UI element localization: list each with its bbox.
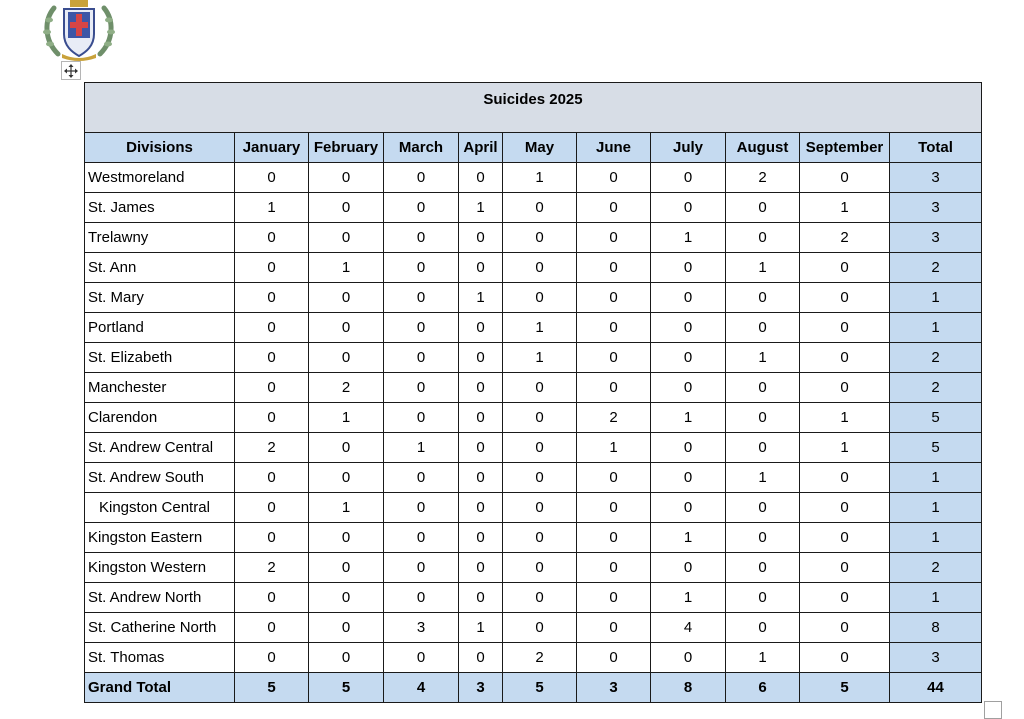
value-cell: 0 <box>235 283 309 313</box>
value-cell: 0 <box>651 553 726 583</box>
value-cell: 0 <box>800 373 890 403</box>
value-cell: 0 <box>726 493 800 523</box>
row-total-cell: 3 <box>890 643 982 673</box>
value-cell: 2 <box>577 403 651 433</box>
value-cell: 0 <box>309 463 384 493</box>
value-cell: 0 <box>651 163 726 193</box>
value-cell: 0 <box>235 223 309 253</box>
value-cell: 1 <box>726 253 800 283</box>
value-cell: 0 <box>459 523 503 553</box>
value-cell: 2 <box>726 163 800 193</box>
grand-total-value-cell: 5 <box>503 673 577 703</box>
value-cell: 0 <box>384 583 459 613</box>
header-row <box>85 133 982 163</box>
value-cell: 0 <box>384 163 459 193</box>
value-cell: 2 <box>503 643 577 673</box>
value-cell: 0 <box>726 553 800 583</box>
value-cell: 0 <box>577 343 651 373</box>
value-cell: 0 <box>800 553 890 583</box>
value-cell: 0 <box>309 223 384 253</box>
value-cell: 0 <box>726 373 800 403</box>
value-cell: 0 <box>577 553 651 583</box>
value-cell: 0 <box>726 613 800 643</box>
value-cell: 0 <box>459 433 503 463</box>
value-cell: 0 <box>235 343 309 373</box>
value-cell: 0 <box>503 403 577 433</box>
value-cell: 0 <box>309 343 384 373</box>
column-header-august: August <box>726 133 800 163</box>
value-cell: 0 <box>459 583 503 613</box>
value-cell: 0 <box>800 343 890 373</box>
value-cell: 1 <box>459 283 503 313</box>
value-cell: 0 <box>503 253 577 283</box>
value-cell: 0 <box>577 613 651 643</box>
value-cell: 2 <box>800 223 890 253</box>
value-cell: 0 <box>726 313 800 343</box>
value-cell: 0 <box>726 433 800 463</box>
table-row <box>85 283 982 313</box>
value-cell: 0 <box>577 253 651 283</box>
row-total-cell: 3 <box>890 163 982 193</box>
division-name-cell: St. Andrew Central <box>85 433 235 463</box>
value-cell: 0 <box>651 373 726 403</box>
grand-total-value-cell: 5 <box>309 673 384 703</box>
grand-total-value-cell: 5 <box>800 673 890 703</box>
value-cell: 0 <box>577 523 651 553</box>
column-header-september: September <box>800 133 890 163</box>
value-cell: 0 <box>577 643 651 673</box>
value-cell: 1 <box>235 193 309 223</box>
table-row <box>85 193 982 223</box>
grand-total-value-cell: 8 <box>651 673 726 703</box>
value-cell: 0 <box>800 493 890 523</box>
column-header-april: April <box>459 133 503 163</box>
value-cell: 0 <box>800 283 890 313</box>
value-cell: 0 <box>459 373 503 403</box>
value-cell: 0 <box>459 463 503 493</box>
value-cell: 0 <box>309 193 384 223</box>
value-cell: 0 <box>235 373 309 403</box>
value-cell: 2 <box>309 373 384 403</box>
division-name-cell: St. Thomas <box>85 643 235 673</box>
division-name-cell: Kingston Eastern <box>85 523 235 553</box>
value-cell: 0 <box>459 163 503 193</box>
value-cell: 1 <box>726 463 800 493</box>
value-cell: 0 <box>384 553 459 583</box>
value-cell: 0 <box>309 643 384 673</box>
value-cell: 0 <box>577 313 651 343</box>
value-cell: 0 <box>726 283 800 313</box>
value-cell: 0 <box>651 463 726 493</box>
grand-total-value-cell: 5 <box>235 673 309 703</box>
value-cell: 0 <box>309 313 384 343</box>
value-cell: 2 <box>235 553 309 583</box>
table-row <box>85 583 982 613</box>
grand-total-value-cell: 4 <box>384 673 459 703</box>
value-cell: 0 <box>459 493 503 523</box>
value-cell: 0 <box>384 283 459 313</box>
value-cell: 0 <box>459 643 503 673</box>
row-total-cell: 2 <box>890 373 982 403</box>
row-total-cell: 5 <box>890 433 982 463</box>
table-resize-handle[interactable] <box>984 701 1002 719</box>
value-cell: 0 <box>726 403 800 433</box>
row-total-cell: 1 <box>890 523 982 553</box>
value-cell: 1 <box>384 433 459 463</box>
value-cell: 1 <box>459 613 503 643</box>
table-row <box>85 523 982 553</box>
value-cell: 1 <box>503 163 577 193</box>
row-total-cell: 5 <box>890 403 982 433</box>
police-crest-logo <box>40 0 118 64</box>
value-cell: 0 <box>235 523 309 553</box>
value-cell: 0 <box>503 193 577 223</box>
column-header-january: January <box>235 133 309 163</box>
row-total-cell: 1 <box>890 313 982 343</box>
value-cell: 0 <box>503 523 577 553</box>
value-cell: 0 <box>309 163 384 193</box>
table-body <box>85 163 982 703</box>
value-cell: 0 <box>503 553 577 583</box>
value-cell: 0 <box>577 373 651 403</box>
value-cell: 0 <box>309 283 384 313</box>
column-header-february: February <box>309 133 384 163</box>
division-name-cell: Trelawny <box>85 223 235 253</box>
row-total-cell: 1 <box>890 283 982 313</box>
grand-total-row <box>85 673 982 703</box>
value-cell: 0 <box>800 313 890 343</box>
value-cell: 0 <box>384 373 459 403</box>
table-row <box>85 163 982 193</box>
value-cell: 0 <box>577 223 651 253</box>
division-name-cell: St. Elizabeth <box>85 343 235 373</box>
value-cell: 0 <box>384 403 459 433</box>
value-cell: 0 <box>726 583 800 613</box>
value-cell: 0 <box>651 253 726 283</box>
value-cell: 1 <box>800 433 890 463</box>
row-total-cell: 2 <box>890 253 982 283</box>
value-cell: 0 <box>800 163 890 193</box>
table-row <box>85 643 982 673</box>
row-total-cell: 1 <box>890 583 982 613</box>
grand-total-value-cell: 3 <box>577 673 651 703</box>
value-cell: 0 <box>800 253 890 283</box>
value-cell: 1 <box>651 403 726 433</box>
value-cell: 0 <box>503 463 577 493</box>
division-name-cell: Manchester <box>85 373 235 403</box>
row-total-cell: 8 <box>890 613 982 643</box>
grand-total-label: Grand Total <box>85 673 235 703</box>
table-row <box>85 463 982 493</box>
division-name-cell: Kingston Central <box>85 493 235 523</box>
value-cell: 0 <box>800 643 890 673</box>
value-cell: 0 <box>309 583 384 613</box>
column-header-total: Total <box>890 133 982 163</box>
value-cell: 0 <box>309 613 384 643</box>
value-cell: 0 <box>384 193 459 223</box>
value-cell: 0 <box>235 253 309 283</box>
column-header-july: July <box>651 133 726 163</box>
division-name-cell: St. Ann <box>85 253 235 283</box>
division-name-cell: St. Catherine North <box>85 613 235 643</box>
column-header-may: May <box>503 133 577 163</box>
value-cell: 0 <box>800 583 890 613</box>
value-cell: 0 <box>459 253 503 283</box>
value-cell: 0 <box>577 163 651 193</box>
value-cell: 0 <box>235 463 309 493</box>
value-cell: 1 <box>800 403 890 433</box>
value-cell: 0 <box>800 463 890 493</box>
value-cell: 0 <box>459 553 503 583</box>
column-header-june: June <box>577 133 651 163</box>
value-cell: 0 <box>503 373 577 403</box>
value-cell: 0 <box>726 223 800 253</box>
value-cell: 1 <box>577 433 651 463</box>
table-title: Suicides 2025 <box>85 83 982 133</box>
value-cell: 3 <box>384 613 459 643</box>
value-cell: 0 <box>235 313 309 343</box>
value-cell: 0 <box>503 223 577 253</box>
value-cell: 0 <box>384 223 459 253</box>
value-cell: 1 <box>309 493 384 523</box>
division-name-cell: St. Andrew North <box>85 583 235 613</box>
column-header-divisions: Divisions <box>85 133 235 163</box>
value-cell: 1 <box>800 193 890 223</box>
division-name-cell: Portland <box>85 313 235 343</box>
value-cell: 0 <box>235 643 309 673</box>
row-total-cell: 1 <box>890 463 982 493</box>
value-cell: 1 <box>503 313 577 343</box>
value-cell: 0 <box>651 433 726 463</box>
value-cell: 0 <box>651 643 726 673</box>
table-row <box>85 223 982 253</box>
table-move-handle[interactable] <box>61 61 81 80</box>
value-cell: 0 <box>384 493 459 523</box>
value-cell: 1 <box>459 193 503 223</box>
value-cell: 0 <box>577 463 651 493</box>
grand-total-value-cell: 3 <box>459 673 503 703</box>
value-cell: 0 <box>459 343 503 373</box>
value-cell: 0 <box>651 193 726 223</box>
value-cell: 0 <box>384 523 459 553</box>
value-cell: 0 <box>309 433 384 463</box>
value-cell: 0 <box>503 493 577 523</box>
row-total-cell: 1 <box>890 493 982 523</box>
value-cell: 1 <box>651 523 726 553</box>
value-cell: 4 <box>651 613 726 643</box>
division-name-cell: St. Andrew South <box>85 463 235 493</box>
suicides-table <box>84 82 982 703</box>
value-cell: 1 <box>309 253 384 283</box>
table-row <box>85 343 982 373</box>
value-cell: 0 <box>577 493 651 523</box>
value-cell: 0 <box>503 583 577 613</box>
value-cell: 1 <box>651 583 726 613</box>
table-row <box>85 373 982 403</box>
value-cell: 0 <box>503 283 577 313</box>
value-cell: 0 <box>651 343 726 373</box>
table-row <box>85 553 982 583</box>
column-header-march: March <box>384 133 459 163</box>
value-cell: 0 <box>459 223 503 253</box>
value-cell: 0 <box>577 283 651 313</box>
value-cell: 0 <box>384 463 459 493</box>
division-name-cell: St. James <box>85 193 235 223</box>
value-cell: 2 <box>235 433 309 463</box>
value-cell: 0 <box>235 163 309 193</box>
value-cell: 0 <box>651 493 726 523</box>
value-cell: 1 <box>503 343 577 373</box>
grand-total-sum-cell: 44 <box>890 673 982 703</box>
division-name-cell: Clarendon <box>85 403 235 433</box>
value-cell: 0 <box>235 403 309 433</box>
value-cell: 0 <box>384 643 459 673</box>
move-arrows-icon <box>64 64 78 78</box>
value-cell: 0 <box>384 253 459 283</box>
table-row <box>85 493 982 523</box>
value-cell: 0 <box>384 343 459 373</box>
value-cell: 0 <box>577 193 651 223</box>
value-cell: 0 <box>235 493 309 523</box>
value-cell: 0 <box>309 553 384 583</box>
value-cell: 0 <box>384 313 459 343</box>
value-cell: 0 <box>726 193 800 223</box>
row-total-cell: 3 <box>890 223 982 253</box>
row-total-cell: 2 <box>890 553 982 583</box>
value-cell: 1 <box>726 643 800 673</box>
table-row <box>85 313 982 343</box>
value-cell: 0 <box>459 403 503 433</box>
table-row <box>85 253 982 283</box>
value-cell: 0 <box>459 313 503 343</box>
division-name-cell: St. Mary <box>85 283 235 313</box>
value-cell: 0 <box>309 523 384 553</box>
table-row <box>85 613 982 643</box>
division-name-cell: Kingston Western <box>85 553 235 583</box>
value-cell: 0 <box>651 283 726 313</box>
value-cell: 0 <box>651 313 726 343</box>
value-cell: 1 <box>309 403 384 433</box>
value-cell: 0 <box>726 523 800 553</box>
value-cell: 0 <box>577 583 651 613</box>
grand-total-value-cell: 6 <box>726 673 800 703</box>
row-total-cell: 2 <box>890 343 982 373</box>
value-cell: 0 <box>503 613 577 643</box>
value-cell: 0 <box>800 613 890 643</box>
division-name-cell: Westmoreland <box>85 163 235 193</box>
value-cell: 0 <box>800 523 890 553</box>
row-total-cell: 3 <box>890 193 982 223</box>
value-cell: 0 <box>235 583 309 613</box>
value-cell: 0 <box>235 613 309 643</box>
table-row <box>85 433 982 463</box>
value-cell: 0 <box>503 433 577 463</box>
value-cell: 1 <box>726 343 800 373</box>
value-cell: 1 <box>651 223 726 253</box>
table-row <box>85 403 982 433</box>
